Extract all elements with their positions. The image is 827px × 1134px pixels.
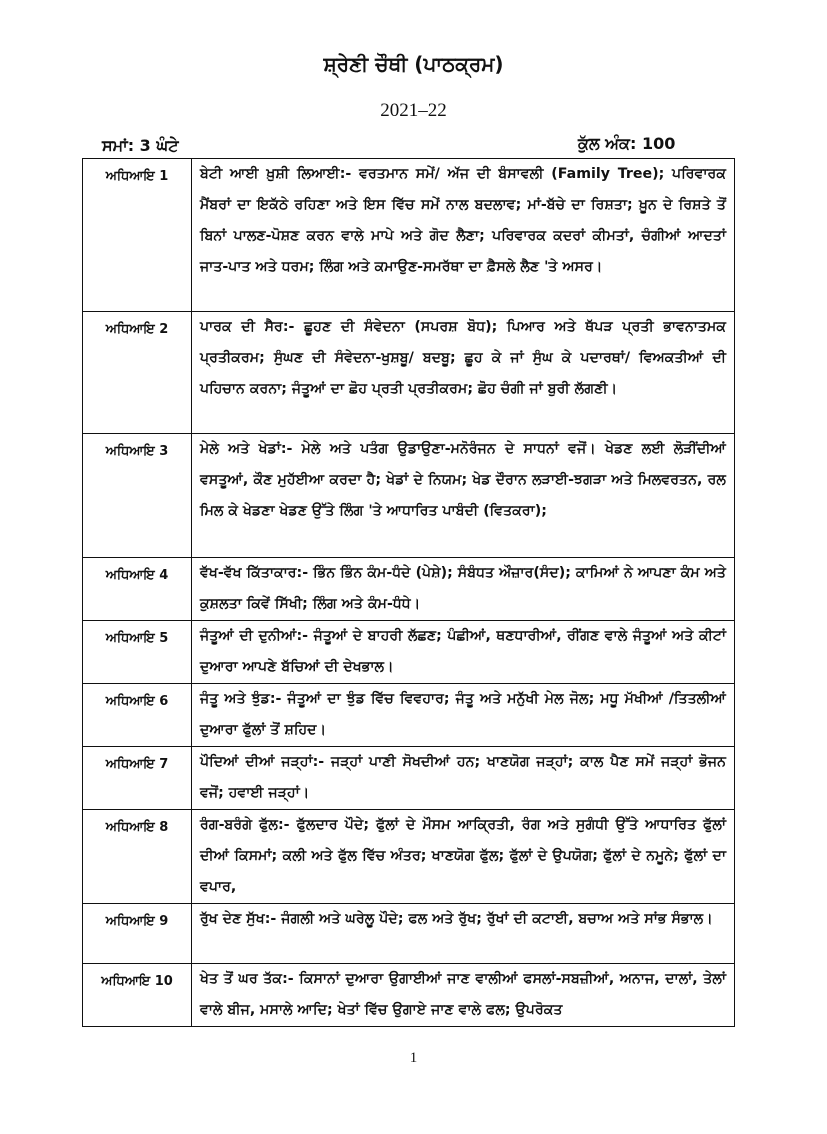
chapter-label: ਅਧਿਆਇ 4 xyxy=(83,558,192,621)
table-row xyxy=(83,810,735,904)
exam-time: ਸਮਾਂ: 3 ਘੰਟੇ xyxy=(102,136,179,155)
total-marks: ਕੁੱਲ ਅੰਕ: 100 xyxy=(578,134,676,153)
table-row xyxy=(83,558,735,621)
chapter-label: ਅਧਿਆਇ 10 xyxy=(83,964,192,1027)
chapter-label: ਅਧਿਆਇ 9 xyxy=(83,904,192,964)
chapter-content: ਰੰਗ-ਬਰੰਗੇ ਫੁੱਲ:- ਫੁੱਲਦਾਰ ਪੌਦੇ; ਫੁੱਲਾਂ ਦੇ ਮੌਸਮ ਆਕ੍ਰਿਤੀ, ਰੰਗ ਅਤੇ ਸੁਗੰਧੀ ਉੱਤੇ ਆਧਾਰਿਤ ਫੁੱਲਾਂ ਦੀਆਂ ਕਿਸਮਾਂ; ਕਲੀ ਅਤੇ ਫੁੱਲ ਵਿੱਚ ਅੰਤਰ; ਖਾਣਯੋਗ ਫੁੱਲ; ਫੁੱਲਾਂ ਦੇ ਉਪਯੋਗ; ਫੁੱਲਾਂ ਦੇ ਨਮੂਨੇ; ਫੁੱਲਾਂ ਦਾ ਵਪਾਰ, xyxy=(192,810,735,904)
page-number: 1 xyxy=(409,1050,418,1066)
chapter-content: ਬੇਟੀ ਆਈ ਖ਼ੁਸ਼ੀ ਲਿਆਈ:- ਵਰਤਮਾਨ ਸਮੇਂ/ ਅੱਜ ਦੀ ਬੰਸਾਵਲੀ (Family Tree); ਪਰਿਵਾਰਕ ਮੈਂਬਰਾਂ ਦਾ ਇਕੱਠੇ ਰਹਿਣਾ ਅਤੇ ਇਸ ਵਿੱਚ ਸਮੇਂ ਨਾਲ ਬਦਲਾਵ; ਮਾਂ-ਬੱਚੇ ਦਾ ਰਿਸ਼ਤਾ; ਖ਼ੂਨ ਦੇ ਰਿਸ਼ਤੇ ਤੋਂ ਬਿਨਾਂ ਪਾਲਣ-ਪੋਸ਼ਣ ਕਰਨ ਵਾਲੇ ਮਾਪੇ ਅਤੇ ਗੋਦ ਲੈਣਾ; ਪਰਿਵਾਰਕ ਕਦਰਾਂ ਕੀਮਤਾਂ, ਚੰਗੀਆਂ ਆਦਤਾਂ ਜਾਤ-ਪਾਤ ਅਤੇ ਧਰਮ; ਲਿੰਗ ਅਤੇ ਕਮਾਉਣ-ਸਮਰੱਥਾ ਦਾ ਫ਼ੈਸਲੇ ਲੈਣ 'ਤੇ ਅਸਰ। xyxy=(192,159,735,312)
chapter-label: ਅਧਿਆਇ 1 xyxy=(83,159,192,312)
academic-year: 2021–22 xyxy=(380,100,447,121)
table-row xyxy=(83,621,735,684)
chapter-content: ਵੱਖ-ਵੱਖ ਕਿੱਤਾਕਾਰ:- ਭਿੰਨ ਭਿੰਨ ਕੰਮ-ਧੰਦੇ (ਪੇਸ਼ੇ); ਸੰਬੰਧਤ ਔਜ਼ਾਰ(ਸੰਦ); ਕਾਮਿਆਂ ਨੇ ਆਪਣਾ ਕੰਮ ਅਤੇ ਕੁਸ਼ਲਤਾ ਕਿਵੇਂ ਸਿੱਖੀ; ਲਿੰਗ ਅਤੇ ਕੰਮ-ਧੰਧੇ। xyxy=(192,558,735,621)
table-row xyxy=(83,964,735,1027)
table-row xyxy=(83,684,735,747)
page-title: ਸ਼੍ਰੇਣੀ ਚੌਥੀ (ਪਾਠਕ੍ਰਮ) xyxy=(323,52,504,76)
chapter-content: ਖੇਤ ਤੋਂ ਘਰ ਤੱਕ:- ਕਿਸਾਨਾਂ ਦੁਆਰਾ ਉਗਾਈਆਂ ਜਾਣ ਵਾਲੀਆਂ ਫਸਲਾਂ-ਸਬਜ਼ੀਆਂ, ਅਨਾਜ, ਦਾਲਾਂ, ਤੇਲਾਂ ਵਾਲੇ ਬੀਜ, ਮਸਾਲੇ ਆਦਿ; ਖੇਤਾਂ ਵਿੱਚ ਉਗਾਏ ਜਾਣ ਵਾਲੇ ਫਲ; ਉਪਰੋਕਤ xyxy=(192,964,735,1027)
table-row xyxy=(83,747,735,810)
chapter-content: ਰੁੱਖ ਦੇਣ ਸੁੱਖ:- ਜੰਗਲੀ ਅਤੇ ਘਰੇਲੂ ਪੌਦੇ; ਫਲ ਅਤੇ ਰੁੱਖ; ਰੁੱਖਾਂ ਦੀ ਕਟਾਈ, ਬਚਾਅ ਅਤੇ ਸਾਂਭ ਸੰਭਾਲ। xyxy=(192,904,735,964)
chapter-label: ਅਧਿਆਇ 2 xyxy=(83,312,192,434)
table-row xyxy=(83,312,735,434)
chapter-content: ਪੌਦਿਆਂ ਦੀਆਂ ਜੜ੍ਹਾਂ:- ਜੜ੍ਹਾਂ ਪਾਣੀ ਸੋਖਦੀਆਂ ਹਨ; ਖਾਣਯੋਗ ਜੜ੍ਹਾਂ; ਕਾਲ ਪੈਣ ਸਮੇਂ ਜੜ੍ਹਾਂ ਭੋਜਨ ਵਜੋਂ; ਹਵਾਈ ਜੜ੍ਹਾਂ। xyxy=(192,747,735,810)
table-row xyxy=(83,904,735,964)
chapter-label: ਅਧਿਆਇ 7 xyxy=(83,747,192,810)
chapter-label: ਅਧਿਆਇ 8 xyxy=(83,810,192,904)
table-row xyxy=(83,159,735,312)
chapter-label: ਅਧਿਆਇ 6 xyxy=(83,684,192,747)
chapter-label: ਅਧਿਆਇ 5 xyxy=(83,621,192,684)
chapter-content: ਜੰਤੂਆਂ ਦੀ ਦੁਨੀਆਂ:- ਜੰਤੂਆਂ ਦੇ ਬਾਹਰੀ ਲੱਛਣ; ਪੰਛੀਆਂ, ਥਣਧਾਰੀਆਂ, ਰੀਂਗਣ ਵਾਲੇ ਜੰਤੂਆਂ ਅਤੇ ਕੀਟਾਂ ਦੁਆਰਾ ਆਪਣੇ ਬੱਚਿਆਂ ਦੀ ਦੇਖਭਾਲ। xyxy=(192,621,735,684)
syllabus-table xyxy=(82,158,735,1027)
chapter-content: ਜੰਤੂ ਅਤੇ ਝੁੰਡ:- ਜੰਤੂਆਂ ਦਾ ਝੁੰਡ ਵਿੱਚ ਵਿਵਹਾਰ; ਜੰਤੂ ਅਤੇ ਮਨੁੱਖੀ ਮੇਲ ਜੋਲ; ਮਧੂ ਮੱਖੀਆਂ /ਤਿਤਲੀਆਂ ਦੁਆਰਾ ਫੁੱਲਾਂ ਤੋਂ ਸ਼ਹਿਦ। xyxy=(192,684,735,747)
table-row xyxy=(83,434,735,558)
chapter-content: ਮੇਲੇ ਅਤੇ ਖੇਡਾਂ:- ਮੇਲੇ ਅਤੇ ਪਤੰਗ ਉਡਾਉਣਾ-ਮਨੋਰੰਜਨ ਦੇ ਸਾਧਨਾਂ ਵਜੋਂ। ਖੇਡਣ ਲਈ ਲੋੜੀਂਦੀਆਂ ਵਸਤੂਆਂ, ਕੌਣ ਮੁਹੱਈਆ ਕਰਦਾ ਹੈ; ਖੇਡਾਂ ਦੇ ਨਿਯਮ; ਖੇਡ ਦੌਰਾਨ ਲੜਾਈ-ਝਗੜਾ ਅਤੇ ਮਿਲਵਰਤਨ, ਰਲ ਮਿਲ ਕੇ ਖੇਡਣਾ ਖੇਡਣ ਉੱਤੇ ਲਿੰਗ 'ਤੇ ਆਧਾਰਿਤ ਪਾਬੰਦੀ (ਵਿਤਕਰਾ); xyxy=(192,434,735,558)
chapter-content: ਪਾਰਕ ਦੀ ਸੈਰ:- ਛੂਹਣ ਦੀ ਸੰਵੇਦਨਾ (ਸਪਰਸ਼ ਬੋਧ); ਪਿਆਰ ਅਤੇ ਥੱਪੜ ਪ੍ਰਤੀ ਭਾਵਨਾਤਮਕ ਪ੍ਰਤੀਕਰਮ; ਸੁੰਘਣ ਦੀ ਸੰਵੇਦਨਾ-ਖੁਸ਼ਬੂ/ ਬਦਬੂ; ਛੂਹ ਕੇ ਜਾਂ ਸੁੰਘ ਕੇ ਪਦਾਰਥਾਂ/ ਵਿਅਕਤੀਆਂ ਦੀ ਪਹਿਚਾਨ ਕਰਨਾ; ਜੰਤੂਆਂ ਦਾ ਛੋਹ ਪ੍ਰਤੀ ਪ੍ਰਤੀਕਰਮ; ਛੋਹ ਚੰਗੀ ਜਾਂ ਬੁਰੀ ਲੱਗਣੀ। xyxy=(192,312,735,434)
chapter-label: ਅਧਿਆਇ 3 xyxy=(83,434,192,558)
